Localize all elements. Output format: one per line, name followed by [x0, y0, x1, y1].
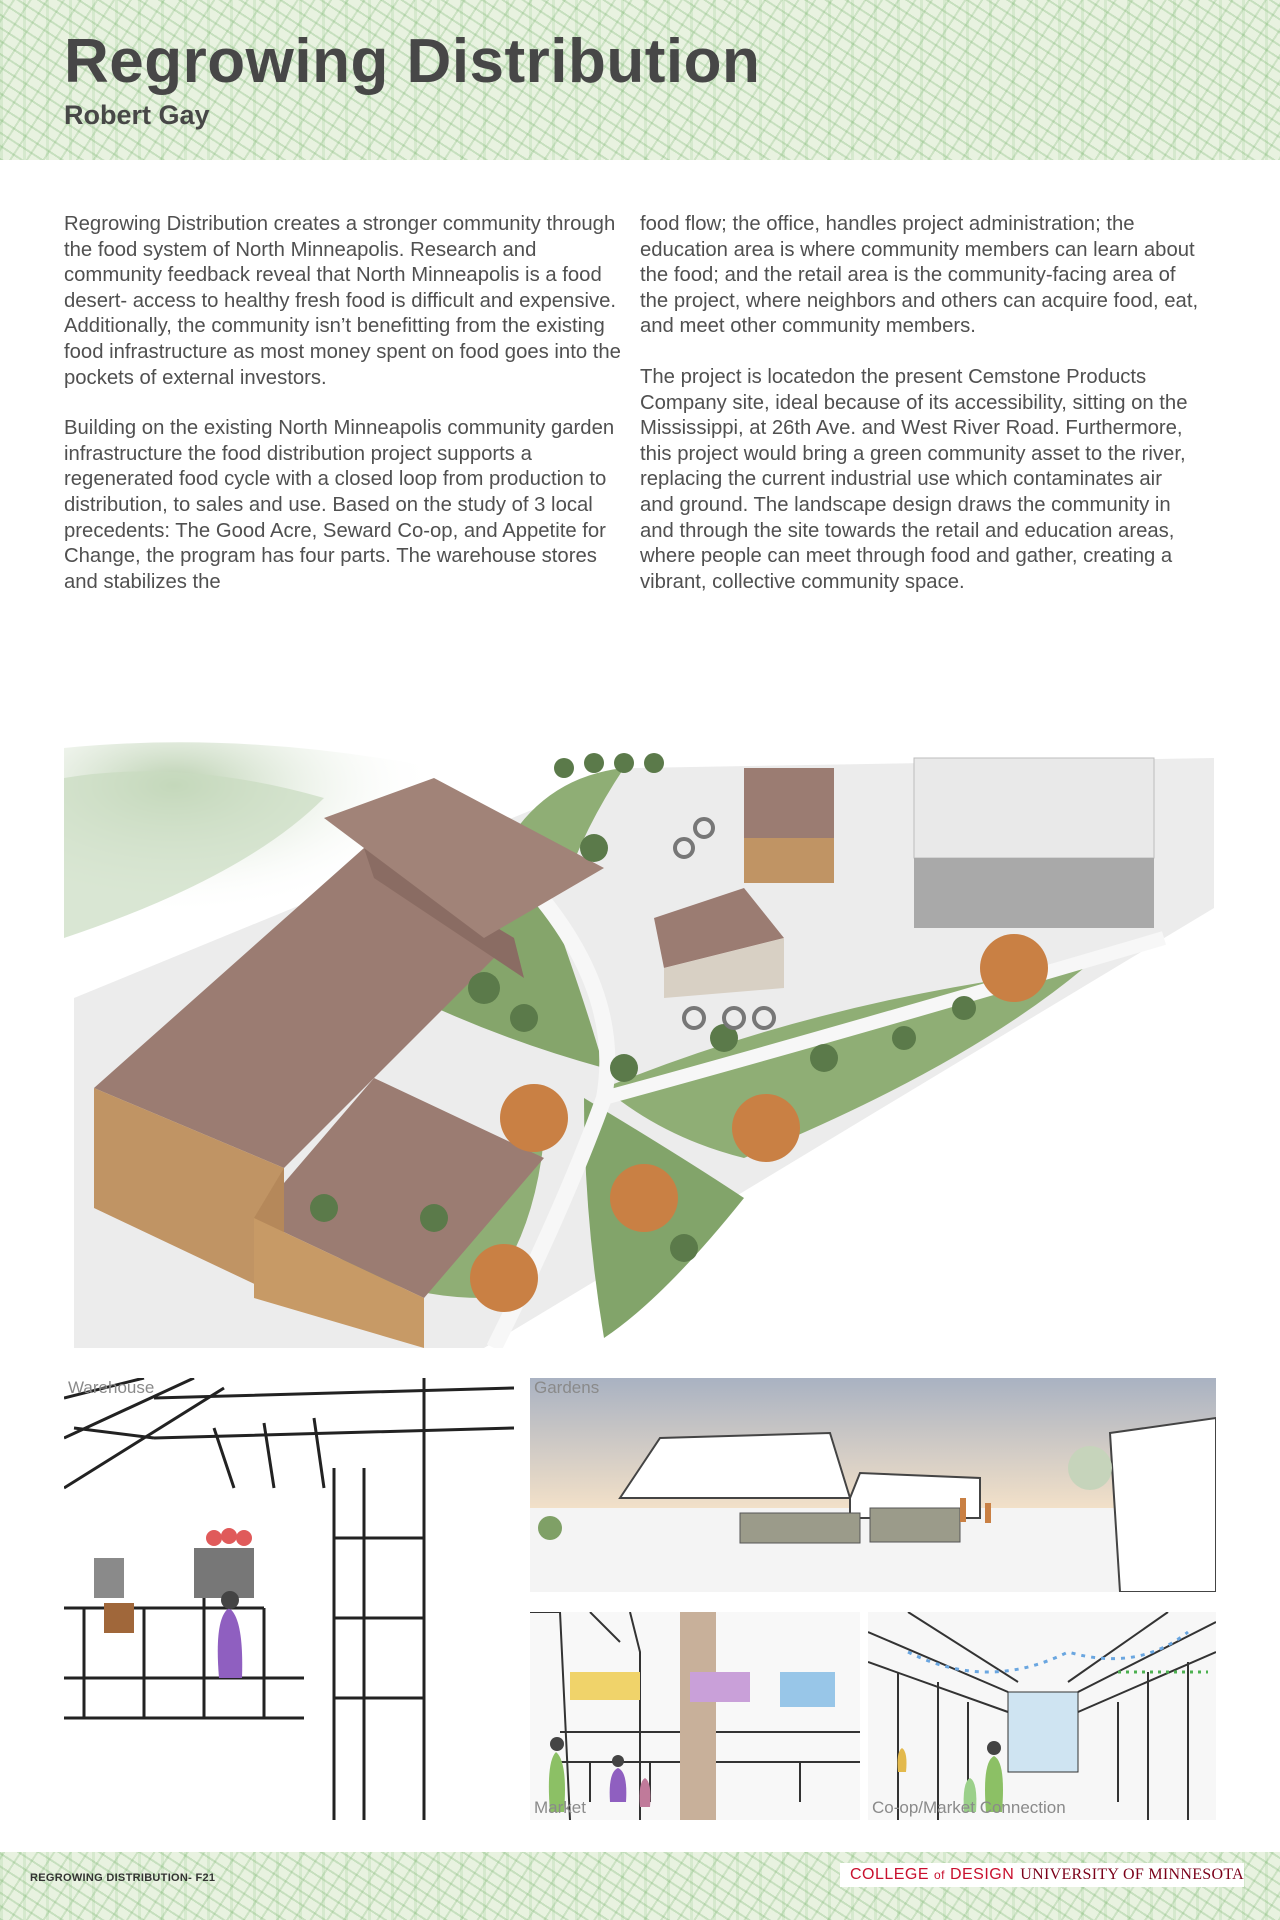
caption-market: Market	[534, 1798, 586, 1817]
text-column-left	[64, 212, 624, 620]
college-of-design-logo	[840, 1863, 1244, 1887]
college-name: COLLEGE of DESIGN	[849, 1866, 1015, 1883]
paragraph: Building on the existing North Minneapolis community garden infrastructure the food distribution project supports a regenerated food cycle with a closed loop from production to distribution, to sales and use. Based on the study of 3 local precedents: The Good Acre, Seward Co-op, and Appetite for Change, the program has four parts. The warehouse stores and stabilizes the	[64, 417, 615, 593]
university-name: UNIVERSITY OF MINNESOTA	[1020, 1866, 1244, 1883]
caption-warehouse: Warehouse	[68, 1378, 155, 1397]
author-name: Robert Gay	[64, 100, 210, 130]
site-aerial-rendering	[64, 738, 1216, 1348]
coop-market-sketch	[868, 1612, 1216, 1820]
market-sketch	[530, 1612, 860, 1820]
warehouse-sketch	[64, 1378, 514, 1820]
caption-gardens: Gardens	[534, 1378, 600, 1397]
paragraph: food flow; the office, handles project administration; the education area is where community members can learn about the food; and the retail area is the community-facing area of the project, where neighbors and others can acquire food, eat, and meet other community members.	[640, 213, 1199, 338]
gardens-sketch	[530, 1378, 1216, 1592]
paragraph: The project is locatedon the present Cemstone Products Company site, ideal because of its accessibility, sitting on the Mississippi, at 26th Ave. and West River Road. Furthermore, this project would bring a green community asset to the river, replacing the current industrial use which contaminates air and ground. The landscape design draws the community in and through the site towards the retail and education areas, where people can meet through food and gather, creating a vibrant, collective community space.	[640, 365, 1188, 593]
poster-title: Regrowing Distribution	[64, 27, 761, 96]
paragraph: Regrowing Distribution creates a stronger community through the food system of North Minneapolis. Research and community feedback reveal that North Minneapolis is a food desert- access to healthy fresh food is difficult and expensive. Additionally, the community isn’t benefitting from the existing food infrastructure as most money spent on food goes into the pockets of external investors.	[64, 213, 621, 389]
caption-coop-market: Co-op/Market Connection	[872, 1798, 1066, 1817]
footer-course-label: REGROWING DISTRIBUTION- F21	[30, 1872, 216, 1884]
text-column-right	[640, 212, 1200, 620]
